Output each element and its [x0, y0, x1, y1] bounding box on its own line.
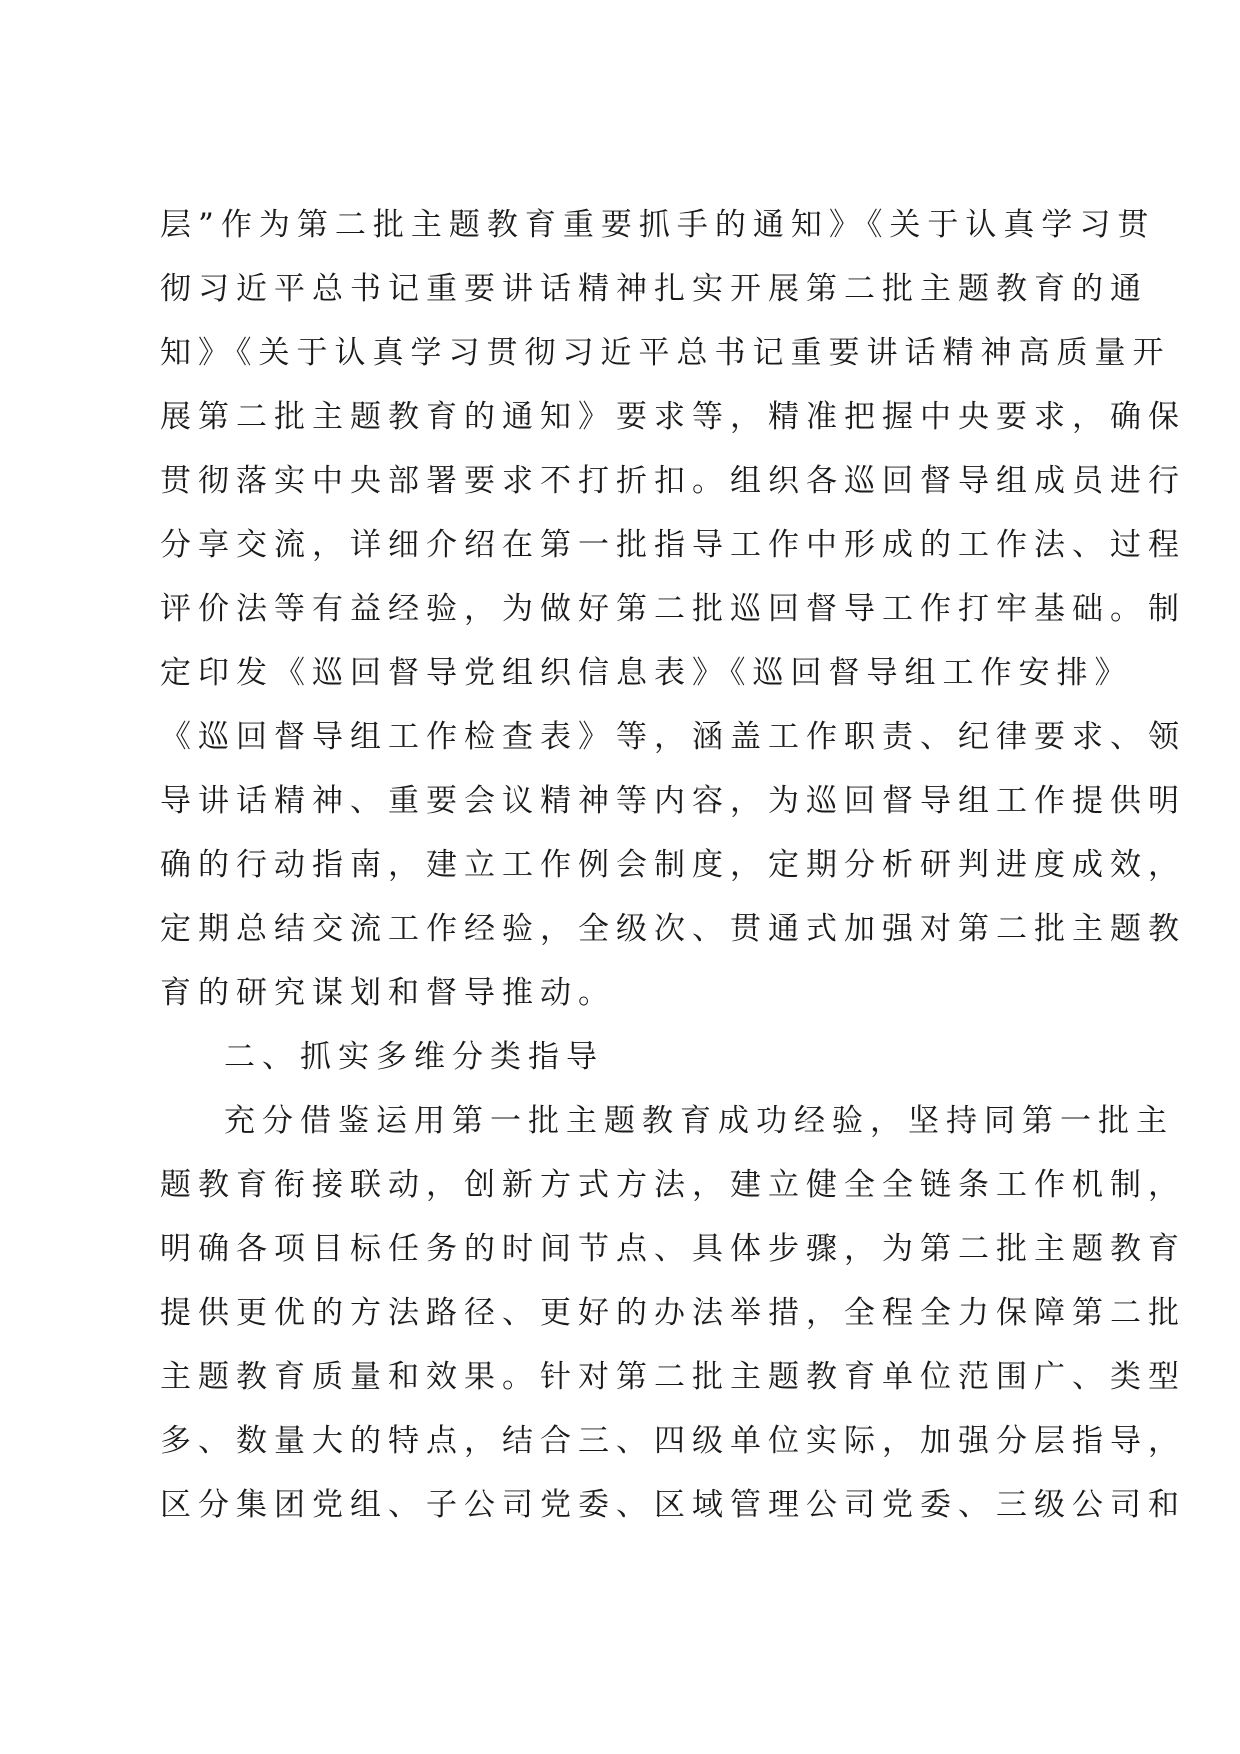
text-line: 评价法等有益经验，为做好第二批巡回督导工作打牢基础。制 [160, 591, 1186, 627]
paragraph-first-line: 充分借鉴运用第一批主题教育成功经验，坚持同第一批主 [224, 1103, 1174, 1139]
text-line: 展第二批主题教育的通知》要求等，精准把握中央要求，确保 [160, 399, 1186, 435]
text-line: 贯彻落实中央部署要求不打折扣。组织各巡回督导组成员进行 [160, 463, 1186, 499]
text-line: 提供更优的方法路径、更好的办法举措，全程全力保障第二批 [160, 1295, 1186, 1331]
text-line: 育的研究谋划和督导推动。 [160, 975, 616, 1011]
document-body [160, 193, 1186, 1537]
text-line: 确的行动指南，建立工作例会制度，定期分析研判进度成效， [160, 847, 1186, 883]
section-heading: 二、抓实多维分类指导 [224, 1039, 604, 1075]
text-line: 层”作为第二批主题教育重要抓手的通知》《关于认真学习贯 [160, 207, 1156, 243]
text-line: 分享交流，详细介绍在第一批指导工作中形成的工作法、过程 [160, 527, 1186, 563]
text-line: 主题教育质量和效果。针对第二批主题教育单位范围广、类型 [160, 1359, 1186, 1395]
text-line: 区分集团党组、子公司党委、区域管理公司党委、三级公司和 [160, 1487, 1186, 1523]
text-line: 知》《关于认真学习贯彻习近平总书记重要讲话精神高质量开 [160, 335, 1171, 371]
text-line: 彻习近平总书记重要讲话精神扎实开展第二批主题教育的通 [160, 271, 1148, 307]
text-line: 定期总结交流工作经验，全级次、贯通式加强对第二批主题教 [160, 911, 1186, 947]
text-line: 定印发《巡回督导党组织信息表》《巡回督导组工作安排》 [160, 655, 1133, 691]
text-line: 《巡回督导组工作检查表》等，涵盖工作职责、纪律要求、领 [160, 719, 1186, 755]
text-line: 多、数量大的特点，结合三、四级单位实际，加强分层指导， [160, 1423, 1186, 1459]
text-line: 明确各项目标任务的时间节点、具体步骤，为第二批主题教育 [160, 1231, 1186, 1267]
text-line: 导讲话精神、重要会议精神等内容，为巡回督导组工作提供明 [160, 783, 1186, 819]
text-line: 题教育衔接联动，创新方式方法，建立健全全链条工作机制， [160, 1167, 1186, 1203]
